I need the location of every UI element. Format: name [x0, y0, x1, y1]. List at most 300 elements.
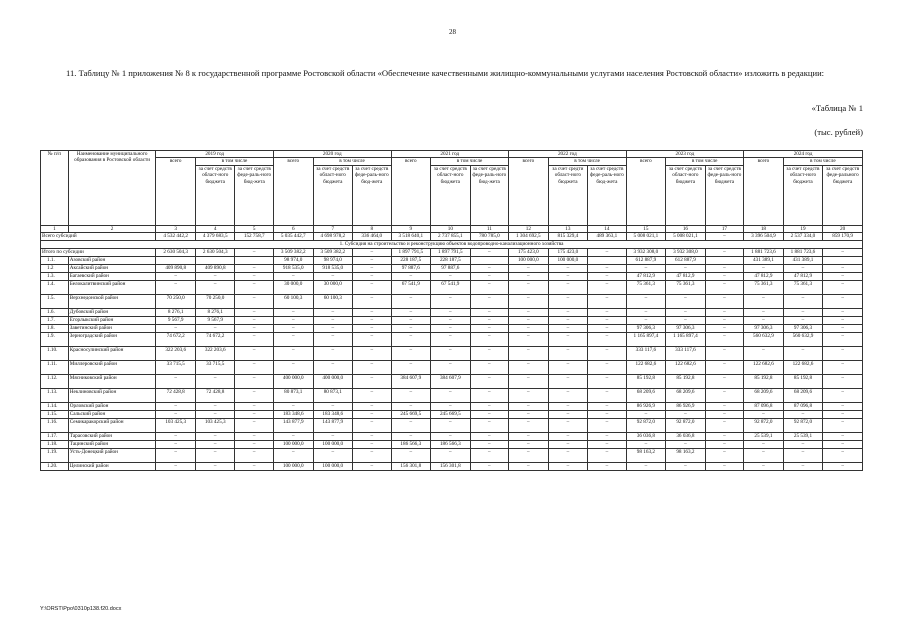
value-cell: – [156, 325, 196, 333]
value-cell: – [823, 265, 863, 273]
value-cell: – [705, 441, 743, 449]
value-cell: – [156, 273, 196, 281]
header-total: всего [744, 158, 784, 225]
column-number: 7 [313, 225, 353, 232]
value-cell: – [431, 333, 471, 347]
row-number: 1.20. [41, 463, 69, 471]
value-cell: 67 541,9 [391, 281, 431, 295]
header-federal: за счет средств феде-рального бюджета [823, 165, 863, 225]
district-name: Неклиновский район [68, 389, 156, 403]
value-cell: – [273, 325, 313, 333]
value-cell: – [235, 273, 273, 281]
value-cell: – [313, 309, 353, 317]
row-number: 1.2 [41, 265, 69, 273]
value-cell: 100 000,0 [548, 257, 588, 265]
value-cell: – [783, 317, 823, 325]
value-cell: – [783, 295, 823, 309]
value-cell: – [353, 257, 391, 265]
value-cell: – [744, 309, 784, 317]
value-cell: – [391, 419, 431, 433]
value-cell: 100 000,0 [273, 463, 313, 471]
value-cell: 30 000,0 [313, 281, 353, 295]
value-cell: – [666, 309, 706, 317]
value-cell: – [783, 441, 823, 449]
value-cell: – [705, 325, 743, 333]
value-cell: – [588, 361, 626, 375]
value-cell: 98 163,2 [666, 449, 706, 463]
value-cell: 92 872,0 [744, 419, 784, 433]
value-cell: 400 000,0 [273, 375, 313, 389]
value-cell: – [391, 389, 431, 403]
column-number: 9 [391, 225, 431, 232]
value-cell: – [273, 433, 313, 441]
row-number: 1.12. [41, 375, 69, 389]
value-cell: – [509, 333, 549, 347]
value-cell: 152 758,7 [235, 233, 273, 241]
value-cell: – [548, 419, 588, 433]
value-cell: – [548, 309, 588, 317]
value-cell: – [470, 295, 508, 309]
value-cell: – [823, 309, 863, 317]
value-cell: – [470, 419, 508, 433]
value-cell: 98 163,2 [626, 449, 666, 463]
value-cell: – [666, 441, 706, 449]
value-cell: – [470, 361, 508, 375]
value-cell: 5 035 442,7 [273, 233, 313, 241]
value-cell: 70 250,0 [195, 295, 235, 309]
value-cell: – [666, 265, 706, 273]
value-cell: – [431, 449, 471, 463]
value-cell: 85 192,8 [783, 375, 823, 389]
district-name: Целинский район [68, 463, 156, 471]
value-cell: 85 192,8 [666, 375, 706, 389]
value-cell: – [588, 295, 626, 309]
value-cell: – [823, 463, 863, 471]
value-cell: – [823, 441, 863, 449]
value-cell: – [273, 309, 313, 317]
value-cell: 3 932 308,0 [666, 249, 706, 257]
value-cell: – [744, 347, 784, 361]
value-cell: 859 170,9 [823, 233, 863, 241]
value-cell: – [195, 403, 235, 411]
value-cell: – [823, 347, 863, 361]
value-cell: 1 165 897,4 [626, 333, 666, 347]
value-cell: 143 877,9 [313, 419, 353, 433]
value-cell: – [470, 281, 508, 295]
table-row [41, 257, 863, 265]
value-cell: – [823, 433, 863, 441]
value-cell: 97 887,6 [391, 265, 431, 273]
value-cell: – [588, 463, 626, 471]
value-cell: 175 423,0 [509, 249, 549, 257]
value-cell: – [353, 249, 391, 257]
value-cell: – [823, 403, 863, 411]
value-cell: 431 389,1 [783, 257, 823, 265]
value-cell: 70 250,0 [156, 295, 196, 309]
value-cell: – [353, 361, 391, 375]
value-cell [705, 257, 743, 265]
value-cell: – [353, 419, 391, 433]
value-cell: – [588, 433, 626, 441]
value-cell: 103 425,3 [156, 419, 196, 433]
value-cell: – [470, 265, 508, 273]
value-cell: 100 000,0 [273, 441, 313, 449]
page-number: 28 [449, 28, 456, 36]
value-cell: – [313, 361, 353, 375]
value-cell: – [313, 325, 353, 333]
value-cell: – [823, 375, 863, 389]
value-cell: – [626, 463, 666, 471]
value-cell: – [313, 347, 353, 361]
value-cell: 68 209,6 [666, 389, 706, 403]
column-number: 19 [783, 225, 823, 232]
value-cell: – [744, 463, 784, 471]
value-cell: 815 329,4 [548, 233, 588, 241]
table-row [41, 419, 863, 433]
value-cell: – [235, 317, 273, 325]
value-cell: 122 682,6 [783, 361, 823, 375]
value-cell: – [353, 265, 391, 273]
value-cell: 80 873,1 [313, 389, 353, 403]
value-cell [588, 257, 626, 265]
value-cell: – [195, 433, 235, 441]
value-cell: 60 100,3 [273, 295, 313, 309]
value-cell: – [353, 273, 391, 281]
value-cell: 122 682,6 [666, 361, 706, 375]
value-cell: 3 509 382,2 [313, 249, 353, 257]
value-cell: 100 000,0 [313, 463, 353, 471]
header-regional: за счет средти област-ного бюджета [548, 165, 588, 225]
value-cell: – [823, 325, 863, 333]
value-cell: – [391, 325, 431, 333]
value-cell: – [156, 463, 196, 471]
value-cell [156, 257, 196, 265]
unit-label: (тыс. рублей) [814, 127, 863, 137]
value-cell: – [509, 411, 549, 419]
value-cell: – [548, 403, 588, 411]
value-cell: 25 539,1 [744, 433, 784, 441]
header-name: Наименование муниципального образования в Ростовской области [68, 151, 156, 226]
value-cell: 74 672,2 [195, 333, 235, 347]
district-name: Верхнедонской район [68, 295, 156, 309]
value-cell: – [470, 309, 508, 317]
header-year: 2023 год [626, 151, 744, 158]
header-federal: за счет средств феде-раль-ного бюджета [705, 165, 743, 225]
value-cell: – [548, 265, 588, 273]
value-cell: – [705, 463, 743, 471]
value-cell: – [353, 463, 391, 471]
district-name: Багаевский район [68, 273, 156, 281]
column-number: 6 [273, 225, 313, 232]
table-row [41, 325, 863, 333]
value-cell: – [823, 333, 863, 347]
value-cell: – [273, 449, 313, 463]
value-cell: – [548, 463, 588, 471]
header-regional: за счет средств област-ного бюджета [431, 165, 471, 225]
value-cell: – [783, 309, 823, 317]
value-cell: – [313, 403, 353, 411]
column-number: 11 [470, 225, 508, 232]
value-cell: 1 881 723,6 [744, 249, 784, 257]
value-cell: – [470, 347, 508, 361]
table-row [41, 441, 863, 449]
value-cell: – [509, 325, 549, 333]
value-cell: – [353, 281, 391, 295]
value-cell: – [313, 449, 353, 463]
value-cell: – [705, 361, 743, 375]
value-cell: – [391, 295, 431, 309]
value-cell: – [588, 403, 626, 411]
value-cell: – [431, 389, 471, 403]
value-cell: 186 566,3 [391, 441, 431, 449]
table-row [41, 265, 863, 273]
value-cell: – [509, 361, 549, 375]
value-cell: – [705, 347, 743, 361]
value-cell: – [509, 347, 549, 361]
value-cell: – [235, 411, 273, 419]
value-cell: 333 117,6 [626, 347, 666, 361]
value-cell: – [588, 389, 626, 403]
value-cell: – [391, 309, 431, 317]
header-year: 2019 год [156, 151, 274, 158]
row-number: 1.13. [41, 389, 69, 403]
value-cell: – [548, 325, 588, 333]
value-cell: 98 974,0 [313, 257, 353, 265]
value-cell: – [823, 273, 863, 281]
value-cell: – [705, 333, 743, 347]
value-cell: 72 428,8 [156, 389, 196, 403]
district-name: Миллеровский район [68, 361, 156, 375]
column-number: 8 [353, 225, 391, 232]
district-name: Мясниковский район [68, 375, 156, 389]
value-cell: 3 518 640,1 [391, 233, 431, 241]
value-cell: – [431, 317, 471, 325]
value-cell: 75 361,3 [666, 281, 706, 295]
value-cell: 25 539,1 [783, 433, 823, 441]
value-cell [823, 257, 863, 265]
value-cell: – [548, 295, 588, 309]
value-cell: – [705, 295, 743, 309]
value-cell: 67 541,9 [431, 281, 471, 295]
value-cell: – [273, 317, 313, 325]
value-cell: – [353, 411, 391, 419]
value-cell: – [195, 463, 235, 471]
value-cell: 186 566,3 [431, 441, 471, 449]
value-cell: – [195, 411, 235, 419]
value-cell: – [588, 441, 626, 449]
value-cell: – [548, 281, 588, 295]
value-cell: 47 812,9 [744, 273, 784, 281]
value-cell: – [353, 375, 391, 389]
value-cell: 72 428,8 [195, 389, 235, 403]
value-cell: 183 348,6 [273, 411, 313, 419]
intro-paragraph: 11. Таблицу № 1 приложения № 8 к государственной программе Ростовской области «Обеспечение качественными жилищно-коммунальными услугами населения Ростовской области» изложить в редакции: [66, 68, 825, 78]
value-cell: – [470, 375, 508, 389]
header-regional: за счет средств област-ного бюджета [313, 165, 353, 225]
header-year: 2024 год [744, 151, 863, 158]
table-row [41, 403, 863, 411]
value-cell: – [666, 463, 706, 471]
value-cell: – [431, 403, 471, 411]
value-cell: – [391, 449, 431, 463]
column-number: 2 [68, 225, 156, 232]
value-cell: – [353, 389, 391, 403]
value-cell: – [470, 249, 508, 257]
value-cell: – [156, 375, 196, 389]
value-cell: – [273, 273, 313, 281]
value-cell: – [509, 273, 549, 281]
value-cell: – [195, 273, 235, 281]
value-cell: – [195, 441, 235, 449]
value-cell: 92 872,0 [666, 419, 706, 433]
header-including: в том числе [666, 158, 744, 165]
value-cell: – [588, 249, 626, 257]
value-cell: – [470, 273, 508, 281]
header-including: в том числе [195, 158, 273, 165]
column-number: 4 [195, 225, 235, 232]
value-cell: 156 301,8 [431, 463, 471, 471]
section-title: 1. Субсидия на строительство и реконструкцию объектов водопроводно-канализационного хозяйства [41, 241, 863, 249]
value-cell: – [353, 441, 391, 449]
value-cell: 409 890,8 [156, 265, 196, 273]
row-number: 1.14. [41, 403, 69, 411]
value-cell: – [235, 333, 273, 347]
header-total: всего [391, 158, 431, 225]
row-number: 1.6. [41, 309, 69, 317]
value-cell: 384 607,9 [391, 375, 431, 389]
header-no: № п/п [41, 151, 69, 226]
value-cell: – [235, 361, 273, 375]
value-cell: 100 000,0 [313, 441, 353, 449]
value-cell: 122 682,6 [626, 361, 666, 375]
value-cell: – [235, 249, 273, 257]
value-cell: – [783, 463, 823, 471]
value-cell: – [391, 273, 431, 281]
value-cell: – [705, 265, 743, 273]
subsidy-table [40, 150, 863, 471]
value-cell: – [588, 347, 626, 361]
value-cell: 489 363,1 [588, 233, 626, 241]
value-cell: – [235, 375, 273, 389]
value-cell: – [626, 295, 666, 309]
value-cell: 60 100,3 [313, 295, 353, 309]
value-cell: – [626, 265, 666, 273]
row-label: Итого по субсидии [41, 249, 156, 257]
value-cell: – [783, 449, 823, 463]
value-cell: 68 209,6 [744, 389, 784, 403]
value-cell: – [509, 389, 549, 403]
value-cell: – [823, 317, 863, 325]
value-cell: – [156, 449, 196, 463]
value-cell: 1 881 723,6 [783, 249, 823, 257]
value-cell: – [823, 249, 863, 257]
header-regional: за счет средств област-ного бюджета [666, 165, 706, 225]
value-cell: 97 306,3 [783, 325, 823, 333]
value-cell: 97 306,3 [666, 325, 706, 333]
value-cell: – [744, 265, 784, 273]
value-cell: – [235, 389, 273, 403]
value-cell: – [470, 433, 508, 441]
value-cell: – [509, 433, 549, 441]
value-cell: – [588, 419, 626, 433]
value-cell: 336 464,0 [353, 233, 391, 241]
district-name: Тарасовский район [68, 433, 156, 441]
value-cell: – [548, 449, 588, 463]
value-cell: – [666, 317, 706, 325]
value-cell: – [235, 441, 273, 449]
column-number: 17 [705, 225, 743, 232]
value-cell: – [470, 441, 508, 449]
value-cell: 2 630 504,3 [195, 249, 235, 257]
value-cell: 75 361,3 [626, 281, 666, 295]
value-cell: – [783, 265, 823, 273]
value-cell: 322 203,6 [156, 347, 196, 361]
value-cell: – [666, 411, 706, 419]
value-cell: 86 926,9 [626, 403, 666, 411]
value-cell: – [509, 375, 549, 389]
value-cell: – [705, 419, 743, 433]
value-cell: 183 348,6 [313, 411, 353, 419]
value-cell: – [509, 317, 549, 325]
table-label: «Таблица № 1 [811, 103, 863, 113]
column-number: 3 [156, 225, 196, 232]
value-cell: – [353, 333, 391, 347]
header-regional: за счет средств област-ного бюджета [783, 165, 823, 225]
value-cell: 918 535,0 [273, 265, 313, 273]
district-name: Тацинский район [68, 441, 156, 449]
value-cell: – [705, 433, 743, 441]
header-total: всего [156, 158, 196, 225]
value-cell: 92 872,0 [626, 419, 666, 433]
value-cell: – [273, 403, 313, 411]
column-number: 16 [666, 225, 706, 232]
table-row [41, 273, 863, 281]
table-row [41, 463, 863, 471]
value-cell: 1 897 791,5 [431, 249, 471, 257]
value-cell: 9 567,9 [156, 317, 196, 325]
value-cell: 3 932 308,0 [626, 249, 666, 257]
district-name: Заветинский район [68, 325, 156, 333]
column-number: 14 [588, 225, 626, 232]
value-cell: – [273, 347, 313, 361]
value-cell: 4 698 978,2 [313, 233, 353, 241]
value-cell: – [705, 309, 743, 317]
district-name: Орловский район [68, 403, 156, 411]
value-cell: – [235, 265, 273, 273]
column-number: 20 [823, 225, 863, 232]
table-row [41, 389, 863, 403]
district-name: Сальский район [68, 411, 156, 419]
value-cell: – [705, 449, 743, 463]
value-cell: – [391, 333, 431, 347]
value-cell: 245 669,5 [431, 411, 471, 419]
table-row [41, 449, 863, 463]
table-row [41, 411, 863, 419]
value-cell: – [353, 403, 391, 411]
value-cell: – [470, 449, 508, 463]
value-cell: 228 187,5 [391, 257, 431, 265]
value-cell: – [509, 295, 549, 309]
value-cell: 560 632,9 [783, 333, 823, 347]
value-cell: – [470, 411, 508, 419]
value-cell: – [156, 441, 196, 449]
row-number: 1.5. [41, 295, 69, 309]
table-row [41, 347, 863, 361]
value-cell: – [823, 419, 863, 433]
value-cell: – [235, 419, 273, 433]
value-cell: – [431, 361, 471, 375]
value-cell: – [783, 347, 823, 361]
